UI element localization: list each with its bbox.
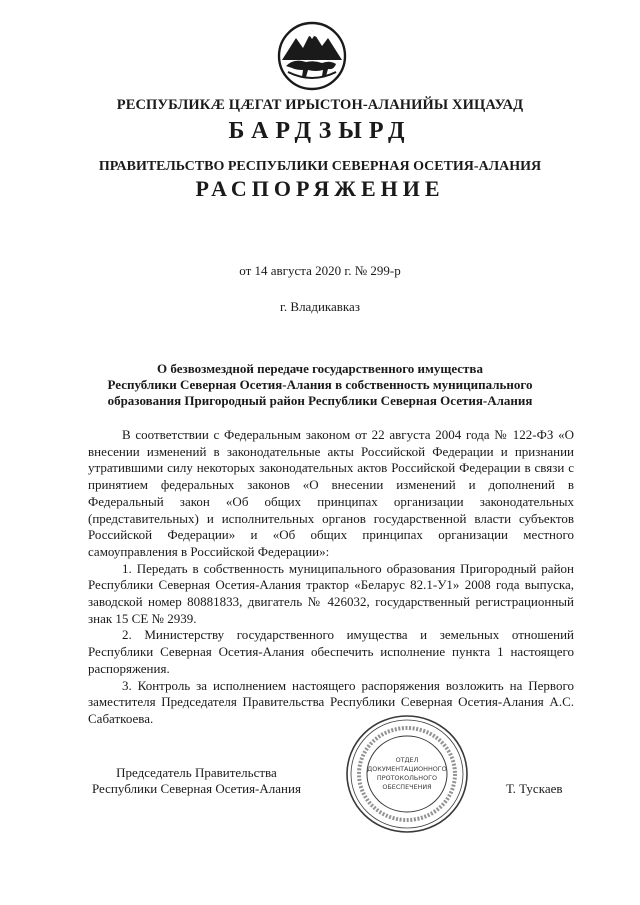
header-ossetian-government: РЕСПУБЛИКӔ ЦӔГАТ ИРЫСТОН-АЛАНИЙЫ ХИЦАУАД xyxy=(116,97,524,113)
body-paragraph-preamble: В соответствии с Федеральным законом от 22 августа 2004 года № 122-ФЗ «О внесении изменений в законодательные акты Российской Федерации и признании утратившими силу некоторых законодательных актов Российской Федерации в связи с принятием федеральных законов «О внесении изменений и дополнений в Федеральный закон «Об общих принципах организации законодательных (представительных) и исполнительных органов государственной власти субъектов Российской Федерации» и «Об общих принципах организации местного самоуправления в Российской Федерации»: xyxy=(88,427,574,559)
seal-center-line: ОТДЕЛ xyxy=(395,756,419,764)
signatory-position-line: Председатель Правительства xyxy=(116,765,277,780)
body-paragraph-item-2: 2. Министерству государственного имущества и земельных отношений Республики Северная Осетия-Алания обеспечить исполнение пункта 1 настоящего распоряжения. xyxy=(88,627,574,676)
seal-center-line: ДОКУМЕНТАЦИОННОГО xyxy=(367,765,447,773)
header-ossetian-title: БАРДЗЫРД xyxy=(228,118,412,144)
document-title-line: О безвозмездной передаче государственного имущества xyxy=(157,361,483,376)
seal-center-line: ОБЕСПЕЧЕНИЯ xyxy=(382,783,432,791)
body-paragraph-item-1: 1. Передать в собственность муниципального образования Пригородный район Республики Северная Осетия-Алания трактор «Беларус 82.1-У1» 2008 года выпуска, заводской номер 80881833, двигатель № 426032, государственный регистрационный знак 15 СЕ № 2939. xyxy=(88,560,574,626)
signatory-position-line: Республики Северная Осетия-Алания xyxy=(92,781,301,796)
document-title-line: образования Пригородный район Республики Северная Осетия-Алания xyxy=(107,393,533,408)
signatory-position xyxy=(92,765,301,797)
document-title xyxy=(0,361,640,409)
seal-center-text xyxy=(367,756,446,791)
coat-of-arms-emblem xyxy=(276,20,348,92)
city-line: г. Владикавказ xyxy=(280,299,360,314)
document-body xyxy=(88,427,574,728)
header-russian-government: ПРАВИТЕЛЬСТВО РЕСПУБЛИКИ СЕВЕРНАЯ ОСЕТИЯ-АЛАНИЯ xyxy=(98,159,542,174)
date-number-line: от 14 августа 2020 г. № 299-р xyxy=(239,263,401,278)
document-title-line: Республики Северная Осетия-Алания в собственность муниципального xyxy=(107,377,533,392)
signatory-name: Т. Тускаев xyxy=(506,781,563,796)
official-seal-stamp xyxy=(343,712,471,836)
body-paragraph-item-3: 3. Контроль за исполнением настоящего распоряжения возложить на Первого заместителя Председателя Правительства Республики Северная Осетия-Алания А.С. Сабаткоева. xyxy=(88,677,574,726)
seal-center-line: ПРОТОКОЛЬНОГО xyxy=(376,774,438,782)
header-russian-title: РАСПОРЯЖЕНИЕ xyxy=(195,176,445,201)
